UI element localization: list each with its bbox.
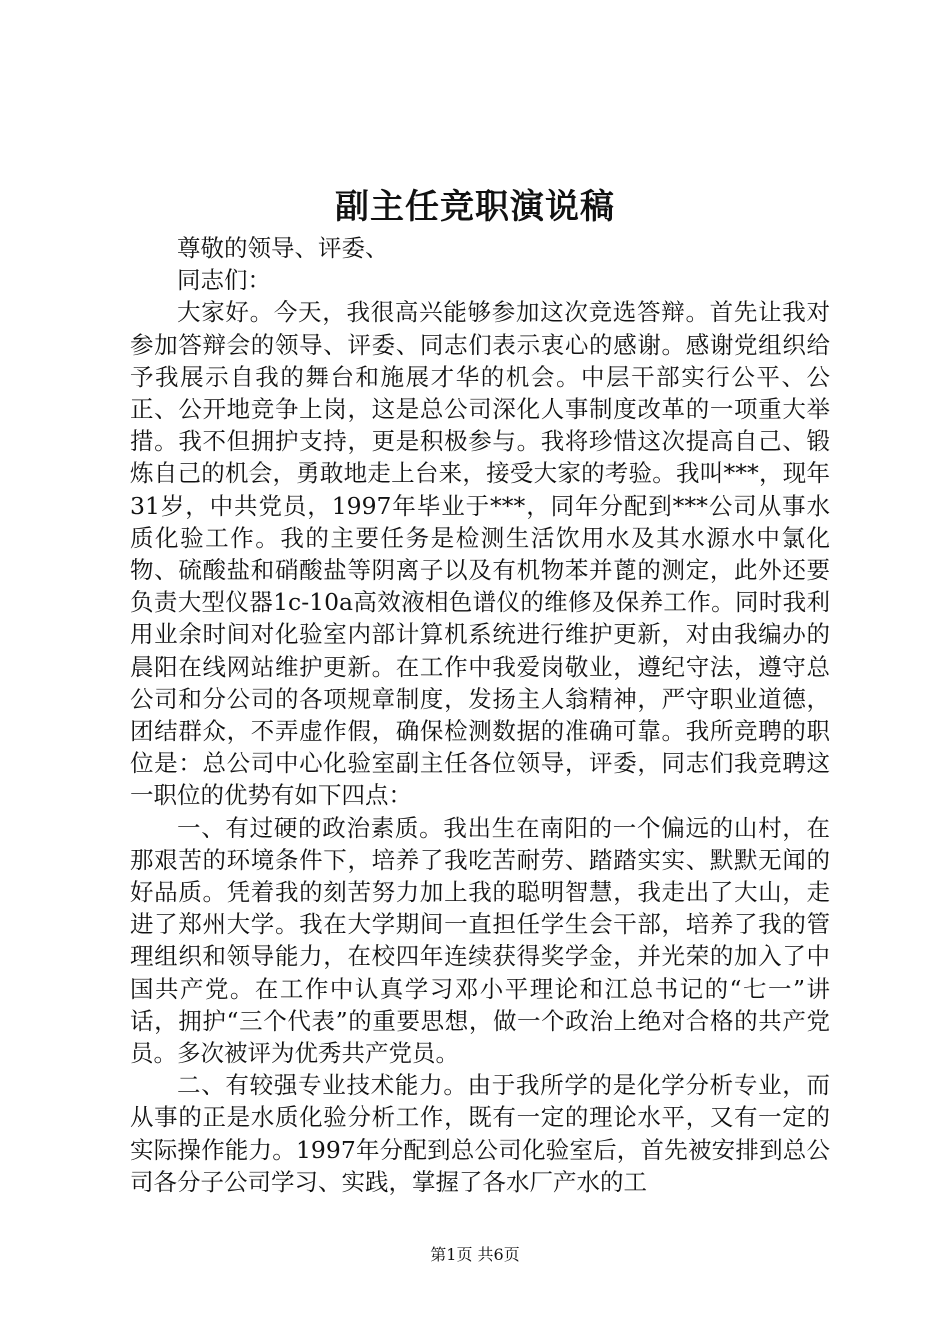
salutation-line-1: 尊敬的领导、评委、 — [177, 234, 389, 262]
paragraph-point-one: 一、有过硬的政治素质。我出生在南阳的一个偏远的山村，在那艰苦的环境条件下，培养了我吃苦耐劳、踏踏实实、默默无闻的好品质。凭着我的刻苦努力加上我的聪明智慧，我走出了大山，走进了郑州大学。我在大学期间一直担任学生会干部，培养了我的管理组织和领导能力，在校四年连续获得奖学金，并光荣的加入了中国共产党。在工作中认真学习邓小平理论和江总书记的“七一”讲话，拥护“三个代表”的重要思想，做一个政治上绝对合格的共产党员。多次被评为优秀共产党员。 — [130, 813, 830, 1068]
page-footer: 第1页 共6页 — [430, 1245, 520, 1264]
paragraph-introduction: 大家好。今天，我很高兴能够参加这次竞选答辩。首先让我对参加答辩会的领导、评委、同志们表示衷心的感谢。感谢党组织给予我展示自我的舞台和施展才华的机会。中层干部实行公平、公正、公开地竞争上岗，这是总公司深化人事制度改革的一项重大举措。我不但拥护支持，更是积极参与。我将珍惜这次提高自己、锻炼自己的机会，勇敢地走上台来，接受大家的考验。我叫***，现年31岁，中共党员，1997年毕业于***，同年分配到***公司从事水质化验工作。我的主要任务是检测生活饮用水及其水源水中氯化物、硫酸盐和硝酸盐等阴离子以及有机物苯并蓖的测定，此外还要负责大型仪器1c-10a高效液相色谱仪的维修及保养工作。同时我利用业余时间对化验室内部计算机系统进行维护更新，对由我编办的晨阳在线网站维护更新。在工作中我爱岗敬业，遵纪守法，遵守总公司和分公司的各项规章制度，发扬主人翁精神，严守职业道德，团结群众，不弄虚作假，确保检测数据的准确可靠。我所竞聘的职位是：总公司中心化验室副主任各位领导，评委，同志们我竞聘这一职位的优势有如下四点： — [130, 298, 830, 810]
salutation-line-2: 同志们： — [177, 266, 271, 295]
document-title: 副主任竞职演说稿 — [335, 187, 615, 227]
paragraph-point-two: 二、有较强专业技术能力。由于我所学的是化学分析专业，而从事的正是水质化验分析工作，既有一定的理论水平，又有一定的实际操作能力。1997年分配到总公司化验室后，首先被安排到总公司各分子公司学习、实践，掌握了各水厂产水的工 — [130, 1071, 830, 1196]
document-body — [130, 232, 830, 1198]
